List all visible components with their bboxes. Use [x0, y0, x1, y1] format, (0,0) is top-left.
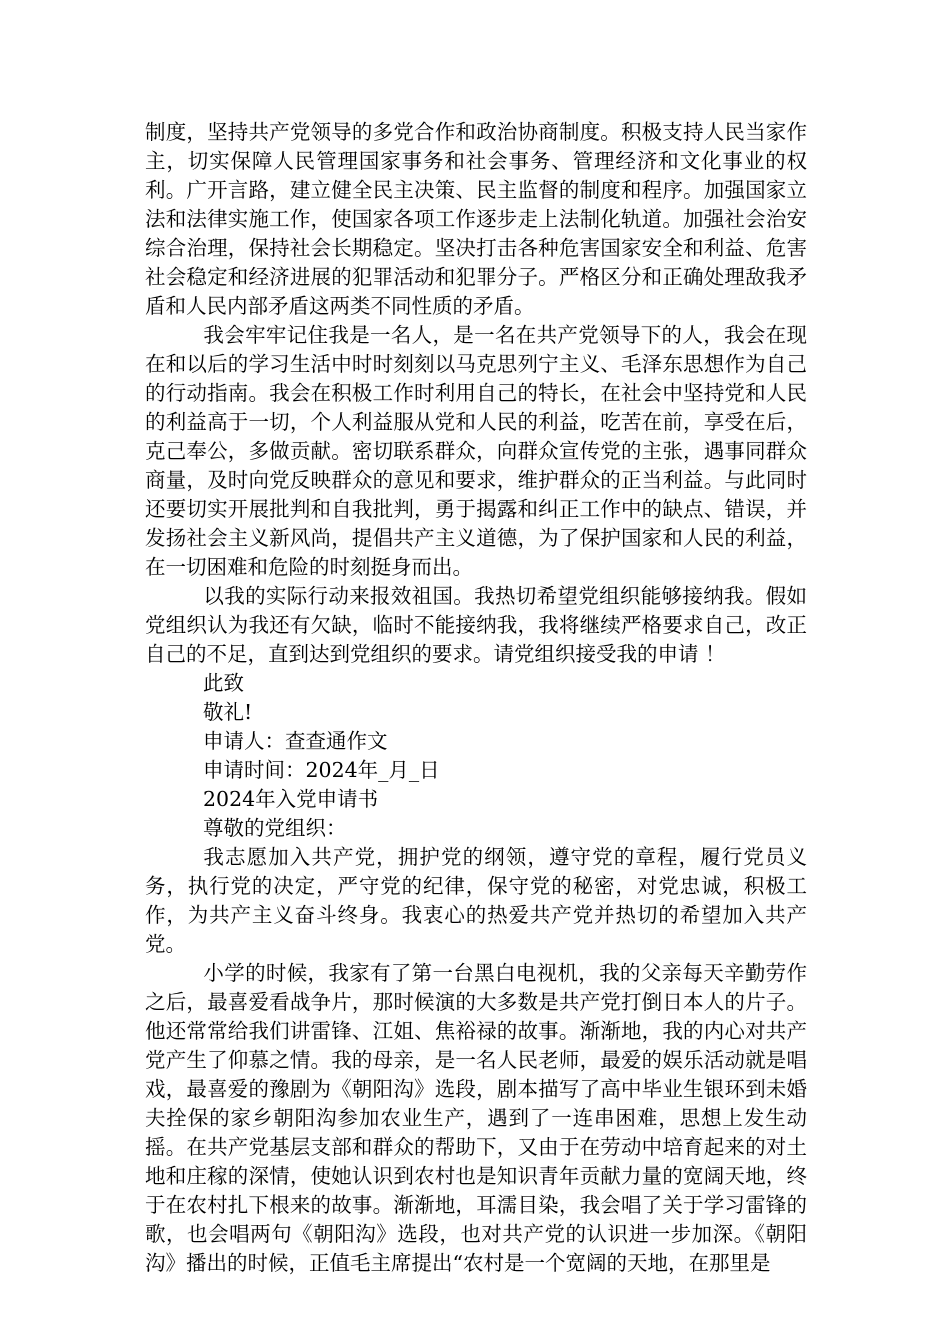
document-page	[145, 118, 807, 1278]
paragraph-2: 我会牢牢记住我是一名人，是一名在共产党领导下的人，我会在现在和以后的学习生活中时时刻刻以马克思列宁主义、毛泽东思想作为自己的行动指南。我会在积极工作时利用自己的特长，在社会中坚持党和人民的利益高于一切，个人利益服从党和人民的利益，吃苦在前，享受在后，克己奉公，多做贡献。密切联系群众，向群众宣传党的主张，遇事同群众商量，及时向党反映群众的意见和要求，维护群众的正当利益。与此同时还要切实开展批判和自我批判，勇于揭露和纠正工作中的缺点、错误，并发扬社会主义新风尚，提倡共产主义道德，为了保护国家和人民的利益，在一切困难和危险的时刻挺身而出。	[145, 323, 807, 579]
application-date: 申请时间：2024年_月_日	[203, 758, 440, 782]
second-letter-greeting: 尊敬的党组织：	[203, 816, 347, 840]
second-letter-title: 2024年入党申请书	[203, 787, 379, 811]
applicant-name: 申请人：查查通作文	[203, 729, 388, 753]
closing-salutation: 此致	[203, 671, 244, 695]
paragraph-4: 我志愿加入共产党，拥护党的纲领，遵守党的章程，履行党员义务，执行党的决定，严守党的纪律，保守党的秘密，对党忠诚，积极工作，为共产主义奋斗终身。我衷心的热爱共产党并热切的希望加入共产党。	[145, 845, 807, 956]
paragraph-3: 以我的实际行动来报效祖国。我热切希望党组织能够接纳我。假如党组织认为我还有欠缺，临时不能接纳我，我将继续严格要求自己，改正自己的不足，直到达到党组织的要求。请党组织接受我的申请 ！	[145, 584, 807, 666]
paragraph-1: 制度，坚持共产党领导的多党合作和政治协商制度。积极支持人民当家作主，切实保障人民管理国家事务和社会事务、管理经济和文化事业的权利。广开言路，建立健全民主决策、民主监督的制度和程序。加强国家立法和法律实施工作，使国家各项工作逐步走上法制化轨道。加强社会治安综合治理，保持社会长期稳定。坚决打击各种危害国家安全和利益、危害社会稳定和经济进展的犯罪活动和犯罪分子。严格区分和正确处理敌我矛盾和人民内部矛盾这两类不同性质的矛盾。	[145, 120, 807, 318]
closing-regards: 敬礼!	[203, 700, 253, 724]
paragraph-5: 小学的时候，我家有了第一台黑白电视机，我的父亲每天辛勤劳作之后，最喜爱看战争片，那时候演的大多数是共产党打倒日本人的片子。他还常常给我们讲雷锋、江姐、焦裕禄的故事。渐渐地，我的内心对共产党产生了仰慕之情。我的母亲，是一名人民老师，最爱的娱乐活动就是唱戏，最喜爱的豫剧为《朝阳沟》选段，剧本描写了高中毕业生银环到未婚夫拴保的家乡朝阳沟参加农业生产，遇到了一连串困难，思想上发生动摇。在共产党基层支部和群众的帮助下，又由于在劳动中培育起来的对土地和庄稼的深情，使她认识到农村也是知识青年贡献力量的宽阔天地，终于在农村扎下根来的故事。渐渐地，耳濡目染，我会唱了关于学习雷锋的歌，也会唱两句《朝阳沟》选段，也对共产党的认识进一步加深。《朝阳沟》播出的时候，正值毛主席提出“农村是一个宽阔的天地，在那里是	[145, 961, 807, 1275]
